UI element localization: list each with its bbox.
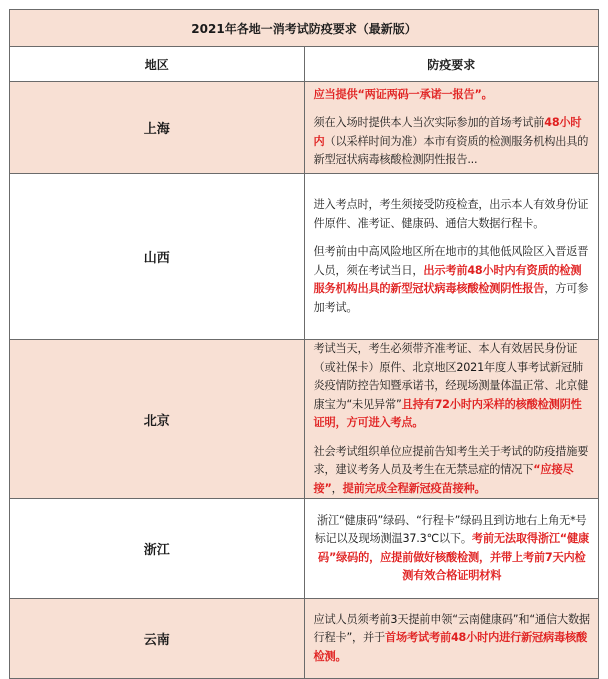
requirement-text: 浙江“健康码”绿码、“行程卡”绿码且到访地右上角无*号标记以及现场测温37.3℃以下。 bbox=[314, 513, 587, 545]
highlighted-text: 出示考前48小时内有资质的检测服务机构出具的新型冠状病毒核酸检测阴性报告 bbox=[313, 263, 582, 295]
table-row bbox=[10, 340, 599, 499]
highlighted-text: 48小时内 bbox=[313, 116, 582, 148]
requirement-text: 应试人员须考前3天提前申领“云南健康码”和“通信大数据行程卡”，并于 bbox=[313, 612, 590, 645]
requirement-cell bbox=[305, 512, 599, 586]
requirement-cell bbox=[305, 86, 599, 170]
region-cell: 浙江 bbox=[10, 499, 305, 599]
region-cell: 北京 bbox=[10, 340, 305, 499]
header-region: 地区 bbox=[10, 47, 305, 82]
requirement-text: ，方可参加考试。 bbox=[313, 282, 589, 314]
table-title: 2021年各地一消考试防疫要求（最新版） bbox=[10, 10, 599, 47]
requirement-text: 考试当天，考生必须带齐准考证、本人有效居民身份证（或社保卡）原件、北京地区2021年度人事考试新冠肺炎疫情防控告知暨承诺书，经现场测量体温正常、北京健康宝为“未见异常” bbox=[313, 342, 589, 411]
epidemic-requirements-table bbox=[9, 9, 599, 679]
requirement-cell bbox=[305, 611, 599, 667]
requirement-paragraph bbox=[314, 196, 591, 233]
table-row bbox=[10, 174, 599, 340]
table-row bbox=[10, 599, 599, 679]
highlighted-text: 考前无法取得浙江“健康码”绿码的，应提前做好核酸检测，并带上考前7天内检测有效合格证明材料 bbox=[318, 532, 589, 582]
highlighted-text: 提前完成全程新冠疫苗接种。 bbox=[342, 481, 486, 495]
region-cell: 上海 bbox=[10, 82, 305, 174]
requirement-cell bbox=[305, 340, 599, 498]
requirement-text: （以采样时间为准）本市有资质的检测服务机构出具的新型冠状病毒核酸检测阴性报告... bbox=[313, 134, 589, 166]
highlighted-text: 首场考试考前48小时内进行新冠病毒核酸检测。 bbox=[313, 631, 587, 663]
header-requirement: 防疫要求 bbox=[304, 47, 599, 82]
requirement-paragraph bbox=[314, 340, 591, 433]
highlighted-text: 且持有72小时内采样的核酸检测阴性证明，方可进入考点。 bbox=[313, 397, 582, 429]
highlighted-text: 应当提供“两证两码一承诺一报告”。 bbox=[313, 87, 493, 101]
highlighted-text: “应接尽接” bbox=[313, 463, 574, 495]
region-cell: 山西 bbox=[10, 174, 305, 340]
requirement-text: 进入考点时，考生须接受防疫检查，出示本人有效身份证件原件、准考证、健康码、通信大数据行程卡。 bbox=[313, 198, 589, 230]
table-row bbox=[10, 82, 599, 174]
requirement-paragraph bbox=[314, 512, 591, 586]
requirement-paragraph bbox=[314, 443, 591, 499]
requirement-cell bbox=[305, 196, 599, 317]
requirement-paragraph bbox=[314, 243, 591, 317]
requirement-text: 但考前由中高风险地区所在地市的其他低风险区入晋返晋人员，须在考试当日， bbox=[313, 245, 589, 277]
requirement-text: 须在入场时提供本人当次实际参加的首场考试前 bbox=[313, 116, 545, 129]
table-row bbox=[10, 499, 599, 599]
region-cell: 云南 bbox=[10, 599, 305, 679]
requirement-text: 社会考试组织单位应提前告知考生关于考试的防疫措施要求，建议考务人员及考生在无禁忌症的情况下 bbox=[313, 444, 589, 476]
requirement-text: ， bbox=[331, 481, 343, 495]
requirement-paragraph bbox=[314, 114, 591, 170]
requirement-paragraph bbox=[314, 611, 591, 667]
requirement-paragraph bbox=[314, 86, 591, 105]
